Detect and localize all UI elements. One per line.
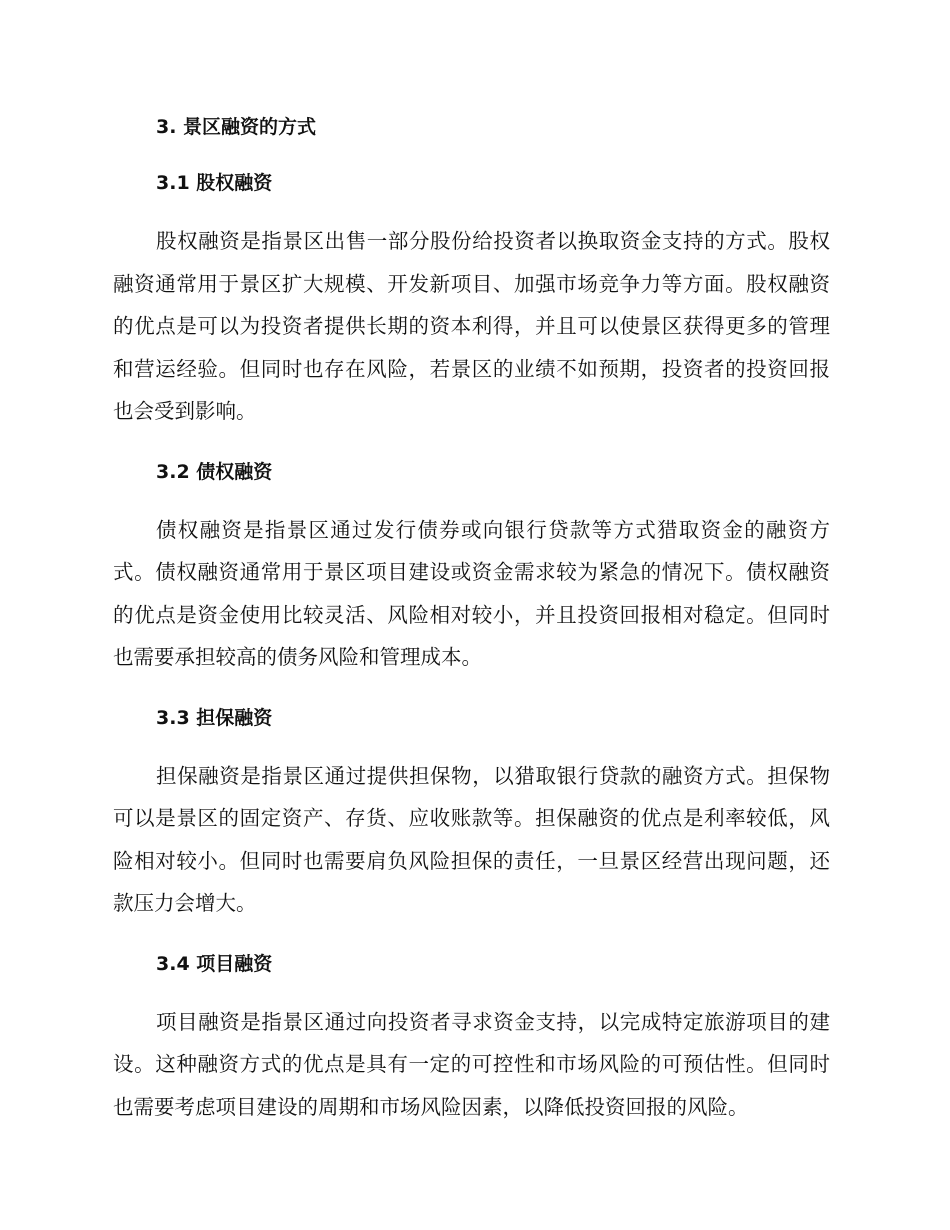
paragraph-debt: 债权融资是指景区通过发行债券或向银行贷款等方式猎取资金的融资方式。债权融资通常用于景区项目建设或资金需求较为紧急的情况下。债权融资的优点是资金使用比较灵活、风险相对较小，并且投资回报相对稳定。但同时也需要承担较高的债务风险和管理成本。 <box>113 517 830 669</box>
document-page <box>113 106 830 1146</box>
paragraph-equity: 股权融资是指景区出售一部分股份给投资者以换取资金支持的方式。股权融资通常用于景区扩大规模、开发新项目、加强市场竞争力等方面。股权融资的优点是可以为投资者提供长期的资本利得，并且可以使景区获得更多的管理和营运经验。但同时也存在风险，若景区的业绩不如预期，投资者的投资回报也会受到影响。 <box>113 229 830 423</box>
subsection-title-project: 3.4 项目融资 <box>156 952 273 975</box>
paragraph-guarantee: 担保融资是指景区通过提供担保物，以猎取银行贷款的融资方式。担保物可以是景区的固定资产、存货、应收账款等。担保融资的优点是利率较低，风险相对较小。但同时也需要肩负风险担保的责任，一旦景区经营出现问题，还款压力会增大。 <box>113 763 830 915</box>
subsection-title-guarantee: 3.3 担保融资 <box>156 706 273 729</box>
subsection-title-debt: 3.2 债权融资 <box>156 460 273 483</box>
paragraph-project: 项目融资是指景区通过向投资者寻求资金支持，以完成特定旅游项目的建设。这种融资方式的优点是具有一定的可控性和市场风险的可预估性。但同时也需要考虑项目建设的周期和市场风险因素，以降低投资回报的风险。 <box>113 1009 830 1119</box>
subsection-title-equity: 3.1 股权融资 <box>156 172 273 194</box>
section-heading: 3. 景区融资的方式 <box>156 116 317 138</box>
